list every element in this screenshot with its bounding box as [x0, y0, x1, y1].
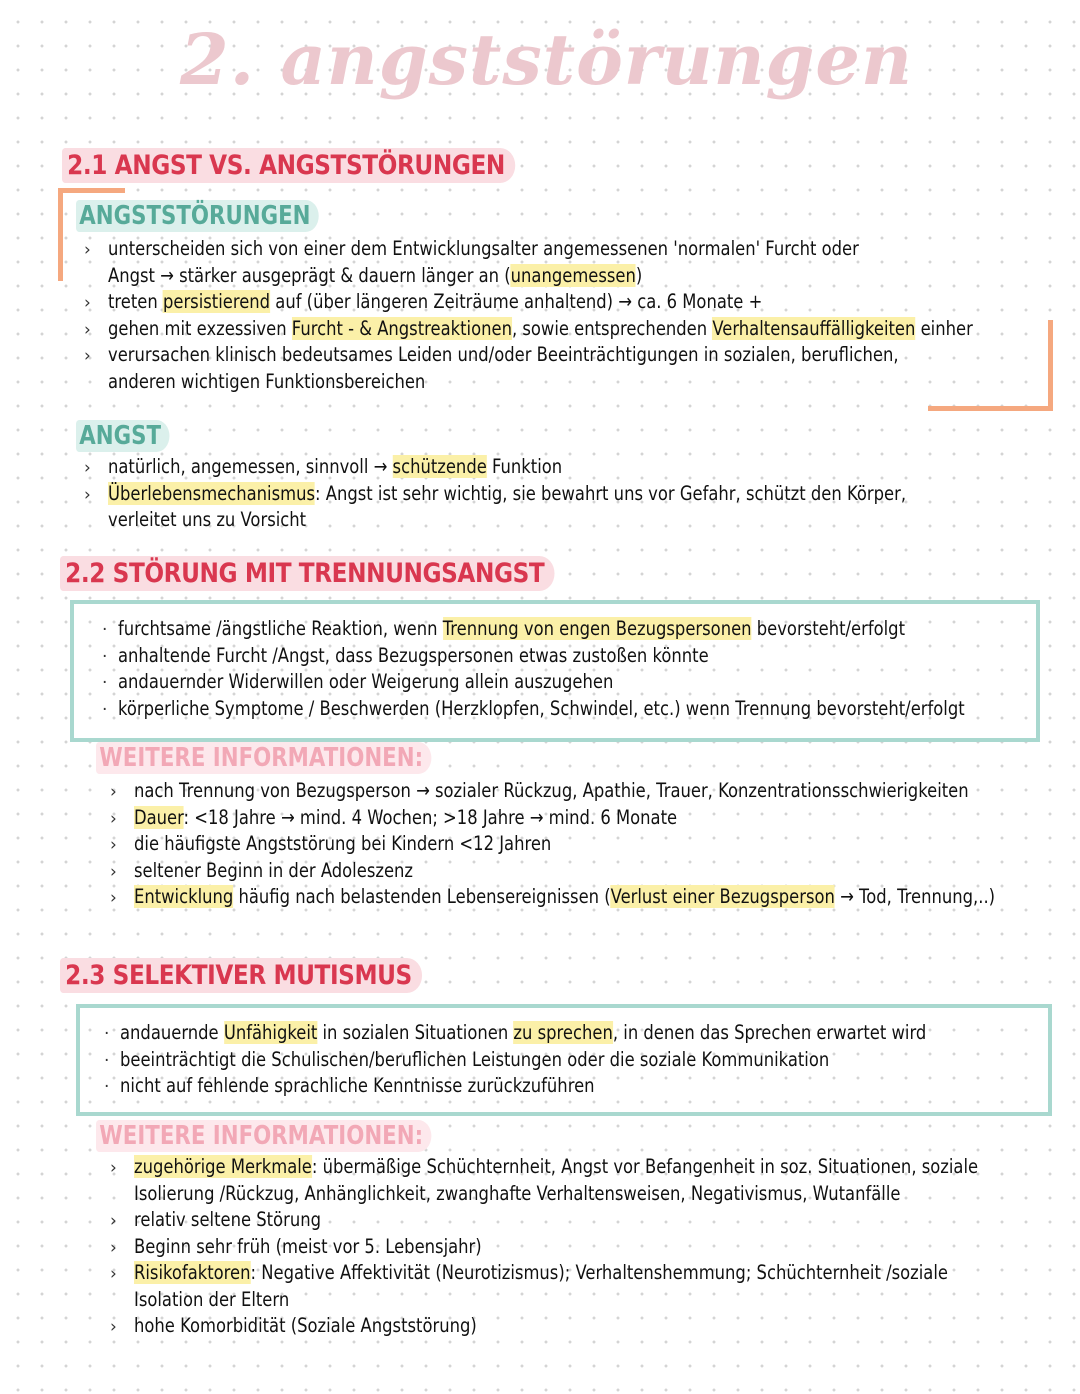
chevron-right-icon: › [110, 1211, 117, 1231]
list-item: › verursachen klinisch bedeutsames Leiden und/oder Beeinträchtigungen in sozialen, beruflichen, [84, 342, 1080, 369]
chevron-right-icon: › [110, 1237, 117, 1258]
bullet-icon: · [104, 1077, 110, 1097]
page-title: 2. angststörungen [180, 18, 913, 101]
list-item: › natürlich, angemessen, sinnvoll → schützende Funktion [84, 454, 1058, 481]
chevron-right-icon: › [84, 319, 91, 340]
chevron-right-icon: › [110, 808, 117, 829]
list-item: › Entwicklung häufig nach belastenden Lebensereignissen (Verlust einer Bezugsperson → Tod, Trennung,..) [110, 884, 1080, 911]
bullet-icon: · [104, 1024, 110, 1044]
list-item: Isolation der Eltern [134, 1287, 290, 1311]
list-item: · andauernder Widerwillen oder Weigerung allein auszugehen [102, 669, 1080, 696]
chevron-right-icon: › [84, 346, 91, 366]
list-item: › Dauer: <18 Jahre → mind. 4 Wochen; >18 Jahre → mind. 6 Monate [110, 805, 1080, 832]
list-item: Angst → stärker ausgeprägt & dauern länger an (unangemessen) [108, 263, 643, 287]
list-item: › relativ seltene Störung [110, 1207, 1080, 1234]
subheading-weitere-informationen-2-3: WEITERE INFORMATIONEN: [96, 1120, 431, 1152]
trennungsangst-info-list [110, 778, 1080, 911]
chevron-right-icon: › [110, 835, 117, 855]
list-item: › nach Trennung von Bezugsperson → sozialer Rückzug, Apathie, Trauer, Konzentrationsschwierigkeiten [110, 778, 1080, 805]
chevron-right-icon: › [84, 293, 91, 313]
list-item: › hohe Komorbidität (Soziale Angststörung) [110, 1313, 1080, 1340]
list-item: › unterscheiden sich von einer dem Entwicklungsalter angemessenen 'normalen' Furcht oder [84, 236, 1080, 263]
subheading-angststoerungen: ANGSTSTÖRUNGEN [76, 200, 319, 232]
list-item: · furchtsame /ängstliche Reaktion, wenn Trennung von engen Bezugspersonen bevorsteht/erfolgt [102, 616, 1080, 643]
bullet-icon: · [102, 673, 108, 693]
chevron-right-icon: › [84, 240, 91, 260]
trennungsangst-list [102, 616, 1080, 722]
subheading-weitere-informationen-2-2: WEITERE INFORMATIONEN: [96, 742, 431, 774]
bullet-icon: · [102, 646, 108, 667]
list-item: › seltener Beginn in der Adoleszenz [110, 858, 1080, 885]
list-item: Isolierung /Rückzug, Anhänglichkeit, zwanghafte Verhaltensweisen, Negativismus, Wutanfälle [134, 1181, 901, 1205]
chevron-right-icon: › [110, 888, 117, 908]
chevron-right-icon: › [110, 861, 117, 882]
chevron-right-icon: › [84, 484, 91, 505]
list-item: › treten persistierend auf (über längeren Zeiträume anhaltend) → ca. 6 Monate + [84, 289, 1080, 316]
list-item: · nicht auf fehlende sprachliche Kenntnisse zurückzuführen [104, 1073, 1080, 1100]
list-item: › die häufigste Angststörung bei Kindern <12 Jahren [110, 831, 1080, 858]
mutismus-info-list [110, 1154, 1080, 1340]
section-heading-2-2: 2.2 STÖRUNG MIT TRENNUNGSANGST [60, 556, 555, 591]
chevron-right-icon: › [110, 782, 117, 802]
list-item: · beeinträchtigt die Schulischen/beruflichen Leistungen oder die soziale Kommunikation [104, 1047, 1080, 1074]
chevron-right-icon: › [84, 458, 91, 478]
section-heading-2-3: 2.3 SELEKTIVER MUTISMUS [60, 958, 422, 993]
chevron-right-icon: › [110, 1317, 117, 1337]
bullet-icon: · [102, 699, 108, 720]
angst-list [84, 454, 1058, 534]
chevron-right-icon: › [110, 1158, 117, 1178]
list-item: · andauernde Unfähigkeit in sozialen Situationen zu sprechen, in denen das Sprechen erwartet wird [104, 1020, 1080, 1047]
list-item: › Beginn sehr früh (meist vor 5. Lebensjahr) [110, 1234, 1080, 1261]
list-item: · körperliche Symptome / Beschwerden (Herzklopfen, Schwindel, etc.) wenn Trennung bevorsteht/erfolgt [102, 696, 1080, 723]
list-item: › Risikofaktoren: Negative Affektivität (Neurotizismus); Verhaltenshemmung; Schüchternheit /soziale [110, 1260, 1080, 1287]
bullet-icon: · [102, 620, 108, 640]
mutismus-list [104, 1020, 1080, 1100]
subheading-angst: ANGST [76, 420, 169, 452]
list-item: › gehen mit exzessiven Furcht - & Angstreaktionen, sowie entsprechenden Verhaltensauffälligkeiten einher [84, 316, 1080, 343]
section-heading-2-1: 2.1 ANGST VS. ANGSTSTÖRUNGEN [62, 148, 515, 183]
chevron-right-icon: › [110, 1264, 117, 1284]
list-item: verleitet uns zu Vorsicht [108, 508, 307, 531]
list-item: · anhaltende Furcht /Angst, dass Bezugspersonen etwas zustoßen könnte [102, 643, 1080, 670]
list-item: › zugehörige Merkmale: übermäßige Schüchternheit, Angst vor Befangenheit in soz. Situationen, soziale [110, 1154, 1080, 1181]
bullet-icon: · [104, 1050, 110, 1071]
angststoerungen-list [84, 236, 1080, 395]
list-item: › Überlebensmechanismus: Angst ist sehr wichtig, sie bewahrt uns vor Gefahr, schützt den Körper, [84, 481, 1058, 508]
list-item: anderen wichtigen Funktionsbereichen [108, 369, 426, 393]
